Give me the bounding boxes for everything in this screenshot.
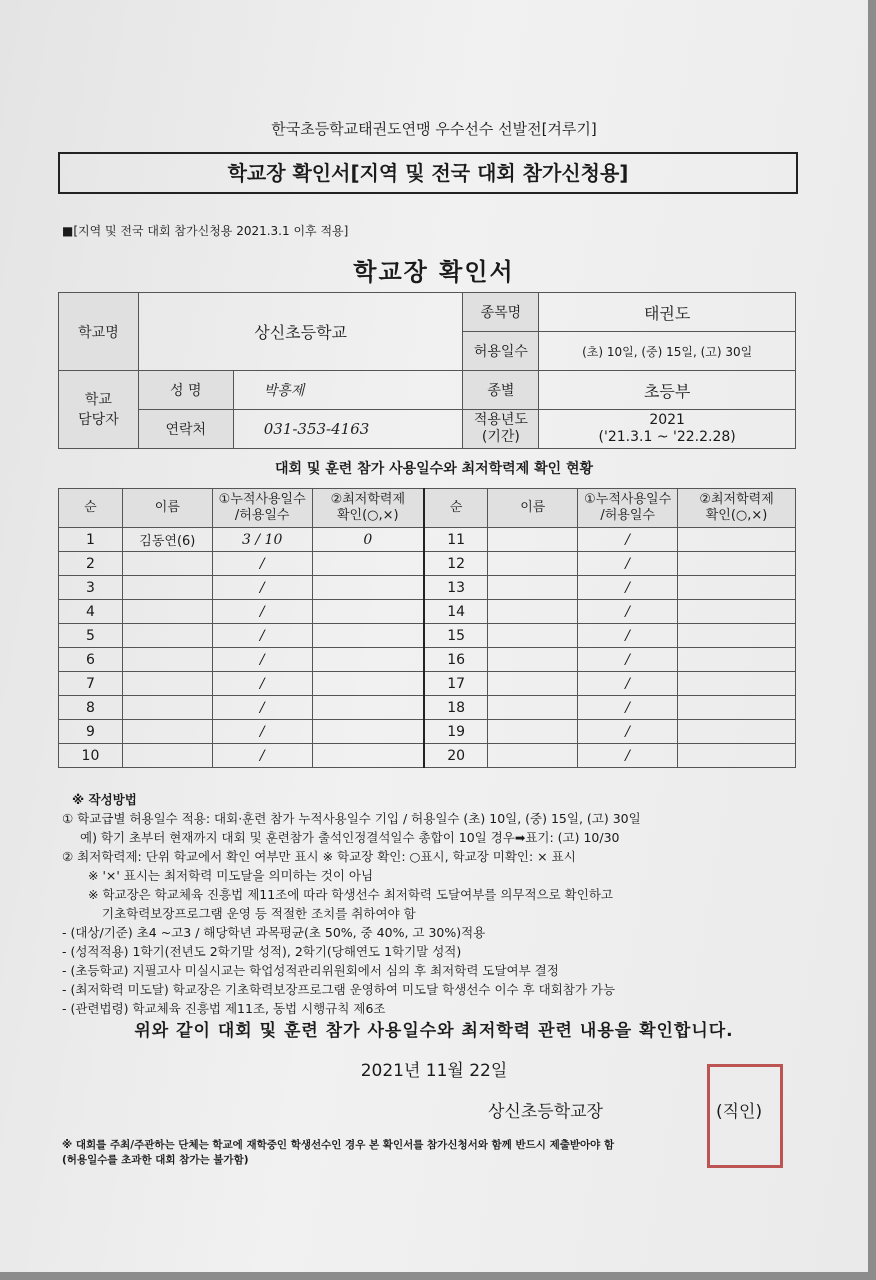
cell-days: / xyxy=(578,528,678,552)
cell-name xyxy=(488,720,578,744)
cell-check xyxy=(678,672,796,696)
note-line: 예) 학기 초부터 현재까지 대회 및 훈련참가 출석인정결석일수 총합이 10일 경우➡표기: (고) 10/30 xyxy=(80,830,620,845)
cell-n: 2 xyxy=(59,552,123,576)
name-label: 성 명 xyxy=(138,371,233,410)
cell-name xyxy=(122,600,212,624)
cell-check xyxy=(678,576,796,600)
header-name-right: 이름 xyxy=(488,489,578,528)
cell-days: / xyxy=(212,576,312,600)
cell-check xyxy=(678,696,796,720)
note-line: ② 최저학력제: 단위 학교에서 확인 여부만 표시 ※ 학교장 확인: ○표시, 학교장 미확인: × 표시 xyxy=(62,849,576,864)
cell-check xyxy=(678,624,796,648)
note-line: - (최저학력 미도달) 학교장은 기초학력보장프로그램 운영하여 미도달 학생선수 이수 후 대회참가 가능 xyxy=(62,982,616,997)
cell-n: 13 xyxy=(424,576,488,600)
cell-check: 0 xyxy=(312,528,424,552)
period-value: ('21.3.1 ~ '22.2.28) xyxy=(598,429,736,445)
cell-name xyxy=(488,672,578,696)
cell-n: 14 xyxy=(424,600,488,624)
cell-name xyxy=(122,648,212,672)
cell-n: 9 xyxy=(59,720,123,744)
header-days: ①누적사용일수 /허용일수 xyxy=(212,489,312,528)
confirmation-statement: 위와 같이 대회 및 훈련 참가 사용일수와 최저학력 관련 내용을 확인합니다. xyxy=(134,1021,734,1041)
table-header-row xyxy=(59,489,796,528)
cell-name xyxy=(122,696,212,720)
note-line: ※ 학교장은 학교체육 진흥법 제11조에 따라 학생선수 최저학력 도달여부를 의무적으로 확인하고 xyxy=(88,887,613,902)
cell-n: 6 xyxy=(59,648,123,672)
table-row xyxy=(59,744,796,768)
contact-label: 연락처 xyxy=(138,410,233,449)
cell-check xyxy=(312,624,424,648)
note-line: 기초학력보장프로그램 운영 등 적절한 조치를 취하여야 함 xyxy=(102,906,416,921)
cell-name xyxy=(488,648,578,672)
note-line: ※ '×' 표시는 최저학력 미도달을 의미하는 것이 아님 xyxy=(88,868,374,883)
cell-n: 7 xyxy=(59,672,123,696)
cell-name xyxy=(488,528,578,552)
main-title: 학교장 확인서 xyxy=(353,258,515,286)
cell-name xyxy=(122,672,212,696)
cell-n: 18 xyxy=(424,696,488,720)
manager-label: 학교 담당자 xyxy=(59,371,139,449)
cell-check xyxy=(312,552,424,576)
cell-check xyxy=(678,552,796,576)
cell-n: 17 xyxy=(424,672,488,696)
table-row xyxy=(59,528,796,552)
year-cell xyxy=(539,410,796,449)
division-label: 종별 xyxy=(463,371,539,410)
school-info-table xyxy=(58,292,796,449)
cell-n: 1 xyxy=(59,528,123,552)
cell-days: / xyxy=(578,672,678,696)
cell-name xyxy=(122,720,212,744)
event-label: 종목명 xyxy=(463,293,539,332)
cell-check xyxy=(312,696,424,720)
table-row xyxy=(59,576,796,600)
table-row xyxy=(59,648,796,672)
cell-check xyxy=(678,528,796,552)
cell-n: 19 xyxy=(424,720,488,744)
note-line: - (성적적용) 1학기(전년도 2학기말 성적), 2학기(당해연도 1학기말 성적) xyxy=(62,944,462,959)
note-line: - (대상/기준) 초4 ~고3 / 해당학년 과목평균(초 50%, 중 40%, 고 30%)적용 xyxy=(62,925,486,940)
cell-days: / xyxy=(578,744,678,768)
cell-days: / xyxy=(212,600,312,624)
cell-n: 10 xyxy=(59,744,123,768)
days-value: (초) 10일, (중) 15일, (고) 30일 xyxy=(539,332,796,371)
table-row xyxy=(59,624,796,648)
cell-days: / xyxy=(212,624,312,648)
cell-name xyxy=(122,624,212,648)
cell-days: / xyxy=(212,648,312,672)
cell-name xyxy=(488,552,578,576)
year-label: 적용년도 (기간) xyxy=(463,410,539,449)
participation-table xyxy=(58,488,796,768)
cell-n: 12 xyxy=(424,552,488,576)
year-value: 2021 xyxy=(649,412,685,428)
cell-check xyxy=(312,720,424,744)
table-row xyxy=(59,696,796,720)
name-value: 박흥제 xyxy=(233,371,463,410)
header-days-right: ①누적사용일수 /허용일수 xyxy=(578,489,678,528)
note-line: - (관련법령) 학교체육 진흥법 제11조, 동법 시행규칙 제6조 xyxy=(62,1001,386,1016)
header-no-right: 순 xyxy=(424,489,488,528)
table-row xyxy=(59,600,796,624)
header-name: 이름 xyxy=(122,489,212,528)
cell-name xyxy=(488,600,578,624)
cell-days: / xyxy=(578,600,678,624)
school-value: 상신초등학교 xyxy=(138,293,463,371)
cell-check xyxy=(678,720,796,744)
school-label: 학교명 xyxy=(59,293,139,371)
cell-check xyxy=(312,648,424,672)
organization-heading: 한국초등학교태권도연맹 우수선수 선발전[겨루기] xyxy=(271,120,597,138)
cell-name xyxy=(122,552,212,576)
cell-check xyxy=(312,600,424,624)
cell-days: / xyxy=(578,576,678,600)
cell-days: / xyxy=(212,696,312,720)
cell-n: 4 xyxy=(59,600,123,624)
cell-check xyxy=(678,744,796,768)
cell-days: / xyxy=(578,624,678,648)
table-row xyxy=(59,672,796,696)
seal-label: (직인) xyxy=(716,1102,763,1122)
cell-check xyxy=(678,600,796,624)
cell-check xyxy=(678,648,796,672)
table-row xyxy=(59,552,796,576)
cell-name: 김동연(6) xyxy=(122,528,212,552)
cell-name xyxy=(488,696,578,720)
cell-days: 3 / 10 xyxy=(212,528,312,552)
cell-days: / xyxy=(578,696,678,720)
cell-days: / xyxy=(578,552,678,576)
cell-days: / xyxy=(212,552,312,576)
cell-n: 20 xyxy=(424,744,488,768)
cell-name xyxy=(488,624,578,648)
footnote: ※ 대회를 주최/주관하는 단체는 학교에 재학중인 학생선수인 경우 본 확인서를 참가신청서와 함께 반드시 제출받아야 함 (허용일수를 초과한 대회 참가는 불가함) xyxy=(62,1139,615,1166)
applied-note: ■[지역 및 전국 대회 참가신청용 2021.3.1 이후 적용] xyxy=(62,224,349,238)
notes-section xyxy=(62,790,802,1018)
cell-check xyxy=(312,672,424,696)
table-row xyxy=(59,720,796,744)
cell-n: 16 xyxy=(424,648,488,672)
cell-days: / xyxy=(212,672,312,696)
division-value: 초등부 xyxy=(539,371,796,410)
header-check: ②최저학력제 확인(○,×) xyxy=(312,489,424,528)
cell-name xyxy=(488,576,578,600)
contact-value: 031-353-4163 xyxy=(233,410,463,449)
cell-days: / xyxy=(212,744,312,768)
cell-n: 15 xyxy=(424,624,488,648)
cell-n: 3 xyxy=(59,576,123,600)
cell-days: / xyxy=(578,648,678,672)
note-line: - (초등학교) 지필고사 미실시교는 학업성적관리위원회에서 심의 후 최저학력 도달여부 결정 xyxy=(62,963,559,978)
header-check-right: ②최저학력제 확인(○,×) xyxy=(678,489,796,528)
principal-name: 상신초등학교장 xyxy=(488,1102,603,1122)
notes-heading: ※ 작성방법 xyxy=(72,792,137,807)
issue-date: 2021년 11월 22일 xyxy=(360,1061,508,1081)
cell-n: 5 xyxy=(59,624,123,648)
cell-days: / xyxy=(212,720,312,744)
cell-check xyxy=(312,744,424,768)
cell-name xyxy=(122,576,212,600)
cell-n: 11 xyxy=(424,528,488,552)
cell-name xyxy=(488,744,578,768)
cell-n: 8 xyxy=(59,696,123,720)
cell-check xyxy=(312,576,424,600)
cell-days: / xyxy=(578,720,678,744)
boxed-title: 학교장 확인서[지역 및 전국 대회 참가신청용] xyxy=(58,152,798,194)
table-title: 대회 및 훈련 참가 사용일수와 최저학력제 확인 현황 xyxy=(274,461,594,477)
note-line: ① 학교급별 허용일수 적용: 대회·훈련 참가 누적사용일수 기입 / 허용일수 (초) 10일, (중) 15일, (고) 30일 xyxy=(62,811,641,826)
event-value: 태권도 xyxy=(539,293,796,332)
header-no: 순 xyxy=(59,489,123,528)
days-label: 허용일수 xyxy=(463,332,539,371)
cell-name xyxy=(122,744,212,768)
